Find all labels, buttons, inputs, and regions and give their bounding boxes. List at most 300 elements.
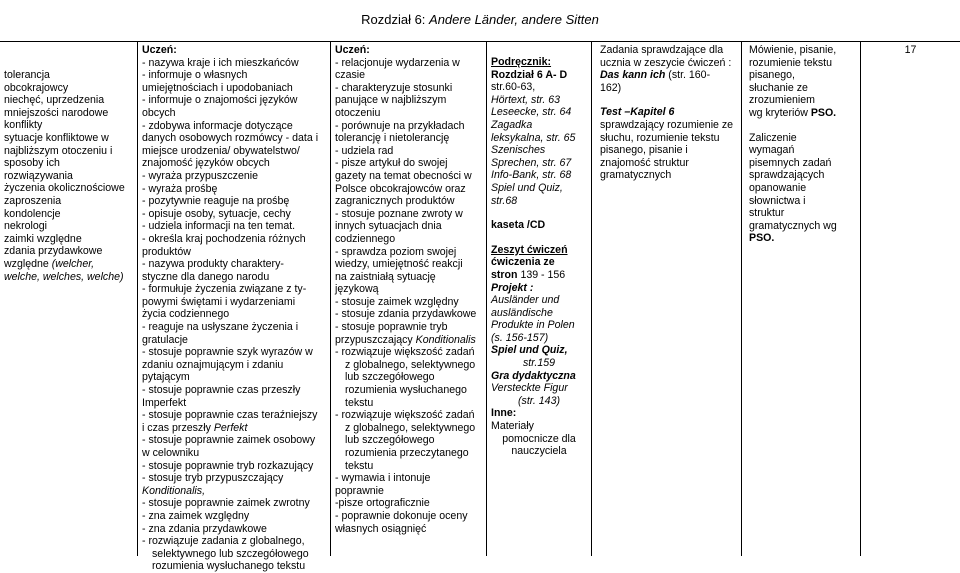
line-text: Zadania sprawdzające dla [600,44,724,56]
line-text: rozumienia przeczytanego [345,447,469,459]
line-text: rozumienia wysłuchanego [345,384,467,397]
line-text: sytuacje konfliktowe w [4,131,109,144]
col4-line [491,307,587,320]
col1-line [4,182,133,195]
col1-line [4,82,133,95]
col4-line [491,182,587,195]
line-tail-italic: (welcher, [48,257,95,270]
line-text: nekrologi [4,220,47,233]
line-text: gazety na temat obecności w [335,169,472,182]
col6-line [749,94,856,107]
col3-line [335,397,482,410]
line-text: - wymawia i intonuje [335,472,431,485]
line-text: powymi świętami i wydarzeniami [142,295,296,308]
col3-line [335,145,482,158]
line-text: - poprawnie dokonuje oceny [335,509,468,522]
line-text: - stosuje poprawnie tryb [335,321,448,334]
line-text: z globalnego, selektywnego [345,421,476,434]
line-text: lub szczegółowego [345,434,435,447]
col4-line [491,81,587,94]
col3-line [335,523,482,536]
col2-line [142,258,326,271]
line-text: sprawdzający rozumienie ze [600,118,734,131]
col2-line [142,233,326,246]
line-text: Spiel und Quiz, [491,181,563,194]
col1-line [4,157,133,170]
col4-line [491,207,587,219]
line-text: codziennego [335,232,396,245]
line-text: zagranicznych produktów [335,195,455,208]
line-text: pisanego, pisanie i [600,144,688,157]
col3-line [335,82,482,95]
line-text: - porównuje na przykładach [335,119,465,132]
col2-line [142,157,326,170]
col4-line [491,357,587,370]
col5-line [600,69,737,82]
basic-requirements-column [137,41,330,573]
curriculum-table [0,41,960,573]
col5-line [600,119,737,132]
line-text: - pisze artykuł do swojej [335,157,448,170]
col4-line [491,132,587,145]
col2-line [142,120,326,133]
col2-line [142,548,326,561]
col6-line [749,82,856,95]
col4-line [491,256,587,269]
line-text: Produkte in Polen [491,319,575,332]
col3-line [335,447,482,460]
col3-line [335,233,482,246]
line-text: Materiały [491,420,534,433]
line-text: rozumienia wysłuchanego tekstu [152,560,306,573]
col6-line [749,57,856,70]
line-text: własnych osiągnięć [335,522,427,535]
line-text: - informuje o znajomości języków [142,94,298,107]
line-text: Test –Kapitel 6 [600,106,675,119]
line-text: - informuje o własnych [142,69,248,82]
line-text: ćwiczenia ze [491,256,555,269]
line-text: pomocnicze dla [502,432,576,445]
line-text: - sprawdza poziom swojej [335,245,457,258]
line-text: Zagadka [491,118,533,131]
col3-line [335,409,482,422]
line-text: z globalnego, selektywnego [345,358,476,371]
col4-line [491,420,587,433]
line-text: Leseecke, str. 64 [491,106,572,119]
line-text: ucznia w zeszycie ćwiczeń : [600,56,732,69]
col2-line [142,447,326,460]
col3-line [335,183,482,196]
line-text: Zaliczenie [749,131,797,144]
line-text: opanowanie [749,181,807,194]
line-text: - określa kraj pochodzenia różnych [142,232,306,245]
col4-line [491,157,587,170]
line-text: rozumienie tekstu [749,56,833,69]
line-text: - rozwiązuje większość zadań [335,409,475,422]
line-text: Gra dydaktyczna [491,369,576,382]
col2-line [142,94,326,107]
col2-line [142,359,326,372]
col2-line [142,535,326,548]
line-text: względne [4,257,49,270]
col3-line [335,308,482,321]
line-text: PSO. [749,232,775,245]
line-text: zdania przydawkowe [4,245,103,258]
line-text: zaimki względne [4,232,82,245]
col3-line [335,472,482,485]
line-text: sprawdzających [749,169,825,182]
col4-line [491,244,587,257]
col4-line [491,445,587,458]
col4-line [491,382,587,395]
line-tail: (str. 160- [665,69,711,82]
col4-line [491,332,587,345]
col3-line [335,510,482,523]
col1-line [4,94,133,107]
line-text: życia codziennego [142,308,230,321]
line-text: tolerancję i nietolerancję [335,132,450,145]
line-tail-italic: Perfekt [213,421,248,434]
col2-line [142,510,326,523]
col3-line [335,497,482,510]
col2-line [142,183,326,196]
col5-line [600,144,737,157]
line-text: Szenisches [491,144,546,157]
line-text: produktów [142,245,191,258]
line-text: kaseta /CD [491,219,546,232]
col6-line [749,182,856,195]
line-text: - zna zdania przydawkowe [142,522,267,535]
line-tail: 139 - 156 [520,268,566,281]
col3-line [335,132,482,145]
col6-line [749,44,856,57]
col5-line [600,94,737,106]
col1-line [4,69,133,82]
col3-line [335,485,482,498]
topics-column [0,41,137,556]
line-text: - rozwiązuje zadania z globalnego, [142,535,305,548]
col4-line [491,232,587,244]
col4-line [491,282,587,295]
col3-line [335,220,482,233]
col2-line [142,195,326,208]
line-text: stron [491,268,521,281]
line-text: - rozwiązuje większość zadań [335,346,475,359]
col2-line [142,283,326,296]
col1-line [4,145,133,158]
line-text: niechęć, uprzedzenia [4,94,105,107]
col1-line [4,170,133,183]
col4-line [491,44,587,56]
col4-line [491,344,587,357]
line-text: konflikty [4,119,43,132]
col3-line [335,157,482,170]
col4-line [491,69,587,82]
line-text: Polsce obcokrajowców oraz [335,182,466,195]
col6-line [749,107,856,120]
line-text: słuchanie ze [749,81,808,94]
line-text: miejsce urodzenia/ obywatelstwo/ [142,144,300,157]
col3-line [335,258,482,271]
col3-line [335,69,482,82]
col3-line [335,334,482,347]
col3-line [335,296,482,309]
line-text: Projekt : [491,281,534,294]
line-text: panujące w najbliższym [335,94,447,107]
col3-line [335,346,482,359]
line-text: pisemnych zadań [749,156,832,169]
line-text: obcokrajowcy [4,81,69,94]
col2-line [142,472,326,485]
line-text: - udziela informacji na ten temat. [142,220,296,233]
line-text: ausländische [491,306,553,319]
col6-line [749,220,856,233]
line-text: poprawnie [335,484,384,497]
col6-line [749,144,856,157]
col2-line [142,422,326,435]
line-text: - stosuje poprawnie czas przeszły [142,384,301,397]
line-text: językową [335,283,379,296]
col2-line [142,485,326,498]
col1-line [4,107,133,120]
line-text: - stosuje zaimek względny [335,295,459,308]
line-text: Spiel und Quiz, [491,344,568,357]
line-text: nauczyciela [511,445,567,458]
col4-line [491,56,587,69]
line-text: - reaguje na usłyszane życzenia i [142,321,299,334]
line-text: pisanego, [749,69,795,82]
col4-line [491,395,587,408]
line-text: struktur [749,207,785,220]
col2-line [142,44,326,57]
line-text: - udziela rad [335,144,394,157]
col3-line [335,246,482,259]
line-text: i czas przeszły [142,421,214,434]
line-text: - nazywa produkty charaktery- [142,258,284,271]
col2-line [142,208,326,221]
col4-line [491,294,587,307]
line-text: Hörtext, str. 63 [491,93,561,106]
line-text: - zna zaimek względny [142,509,250,522]
line-text: Versteckte Figur [491,382,568,395]
line-text: Mówienie, pisanie, [749,44,837,56]
line-text: umiejętnościach i upodobaniach [142,81,293,94]
line-text: str.68 [491,194,518,207]
col5-line [600,44,737,57]
line-text: - stosuje tryb przypuszczający [142,472,284,485]
col4-line [491,319,587,332]
line-text: styczne dla danego narodu [142,270,270,283]
assessment-tasks-column [591,41,741,556]
line-text: kondolencje [4,207,61,220]
col3-line [335,208,482,221]
line-text: - stosuje poznane zwroty w [335,207,463,220]
col3-line [335,371,482,384]
col3-line [335,359,482,372]
col1-line [4,208,133,221]
line-text: Info-Bank, str. 68 [491,169,572,182]
line-text: otoczeniu [335,106,381,119]
line-text: Ausländer und [491,294,560,307]
line-text: - wyraża prośbę [142,182,218,195]
line-text: lub szczegółowego [345,371,435,384]
line-text: najbliższym otoczeniu i [4,144,113,157]
line-text: str.60-63, [491,81,536,94]
col2-line [142,107,326,120]
col6-line [749,69,856,82]
line-text: tekstu [345,459,374,472]
col1-line [4,233,133,246]
col6-line [749,132,856,145]
col4-line [491,407,587,420]
page-number: 17 [904,44,917,56]
line-text: - stosuje poprawnie zaimek zwrotny [142,497,310,510]
col1-line [4,195,133,208]
col3-line [335,460,482,473]
col3-line [335,94,482,107]
chapter-title: Andere Länder, andere Sitten [429,12,599,27]
line-text: (s. 156-157) [491,331,549,344]
line-text: - relacjonuje wydarzenia w [335,56,460,69]
line-tail-italic: Konditionalis [415,333,476,346]
col4-line [491,119,587,132]
line-text: Inne: [491,407,517,420]
col2-line [142,409,326,422]
col2-line [142,371,326,384]
materials-column [486,41,591,556]
line-text: - zdobywa informacje dotyczące [142,119,293,132]
line-text: innych sytuacjach dnia [335,220,442,233]
col2-line [142,308,326,321]
col3-line [335,434,482,447]
line-text: Das kann ich [600,69,666,82]
col4-line [491,433,587,446]
line-text: - opisuje osoby, sytuacje, cechy [142,207,291,220]
col3-line [335,321,482,334]
line-text: Sprechen, str. 67 [491,156,572,169]
line-text: gratulacje [142,333,188,346]
line-text: przypuszczający [335,333,416,346]
col1-line [4,220,133,233]
line-text: gramatycznych [600,169,672,182]
line-text: Rozdział 6 A- D [491,68,568,81]
col5-line [600,106,737,119]
col2-line [142,384,326,397]
line-text: Zeszyt ćwiczeń [491,243,568,256]
line-text: zrozumieniem [749,94,815,107]
page-number-column [860,41,960,556]
line-text: - stosuje zdania przydawkowe [335,308,477,321]
assessment-criteria-column [741,41,860,556]
line-text: - nazywa kraje i ich mieszkańców [142,56,299,69]
col4-line [491,169,587,182]
line-text: wg kryteriów [749,106,811,119]
line-text: - wyraża przypuszczenie [142,169,258,182]
line-text: mniejszości narodowe [4,106,109,119]
col6-line [749,207,856,220]
line-text: - stosuje poprawnie tryb rozkazujący [142,459,314,472]
line-text: selektywnego lub szczegółowego [152,547,309,560]
line-text: zaproszenia [4,194,62,207]
col2-line [142,57,326,70]
col3-line [335,170,482,183]
col1-line [4,245,133,258]
col3-line [335,384,482,397]
line-text: (str. 143) [518,394,560,407]
line-text: str.159 [523,357,555,370]
col4-line [491,144,587,157]
col5-line [600,132,737,145]
col1-line [4,258,133,271]
line-text: w celowniku [142,447,200,459]
col3-line [335,271,482,284]
line-text: życzenia okolicznościowe [4,182,125,195]
line-text: Imperfekt [142,396,187,409]
col2-line [142,296,326,309]
line-text: -pisze ortograficznie [335,497,430,510]
col6-line [749,195,856,208]
line-text: tolerancja [4,69,50,81]
line-text: znajomość struktur [600,156,689,169]
col2-line [142,397,326,410]
col5-line [600,157,737,170]
line-text: sposoby ich [4,157,60,170]
col2-line [142,246,326,259]
col2-line [142,460,326,473]
line-text: wymagań [749,144,795,157]
col6-line [749,120,856,132]
line-text: - pozytywnie reaguje na prośbę [142,195,290,208]
col2-line [142,132,326,145]
col2-line [142,69,326,82]
col2-line [142,170,326,183]
col2-line [142,220,326,233]
col3-line [335,283,482,296]
col3-line [335,44,482,57]
line-text: gramatycznych wg [749,219,837,232]
line-text: czasie [335,69,366,82]
col6-line [749,169,856,182]
col4-line [491,195,587,208]
line-text: słuchu, rozumienie tekstu [600,131,720,144]
line-text: welche, welches, welche) [4,270,124,283]
line-text: - stosuje poprawnie zaimek osobowy [142,434,316,447]
line-text: danych osobowych rozmówcy - data i [142,132,319,145]
line-text: leksykalna, str. 65 [491,131,576,144]
col6-line [749,232,856,245]
extended-requirements-column [330,41,486,556]
col5-line [600,82,737,95]
col1-line [4,119,133,132]
line-text: 162) [600,81,622,94]
col1-line [4,271,133,284]
col2-line [142,560,326,573]
line-text: - stosuje poprawnie szyk wyrazów w [142,346,313,359]
line-text: wiedzy, umiejętność reakcji [335,258,463,271]
chapter-header [0,12,960,27]
line-text: Uczeń: [142,44,177,56]
chapter-prefix: Rozdział 6: [361,12,430,27]
col3-line [335,195,482,208]
col2-line [142,82,326,95]
col2-line [142,145,326,158]
line-text: - charakteryzuje stosunki [335,81,453,94]
line-tail-bold: PSO. [810,106,837,119]
col4-line [491,370,587,383]
col5-line [600,169,737,182]
col4-line [491,94,587,107]
col3-line [335,422,482,435]
